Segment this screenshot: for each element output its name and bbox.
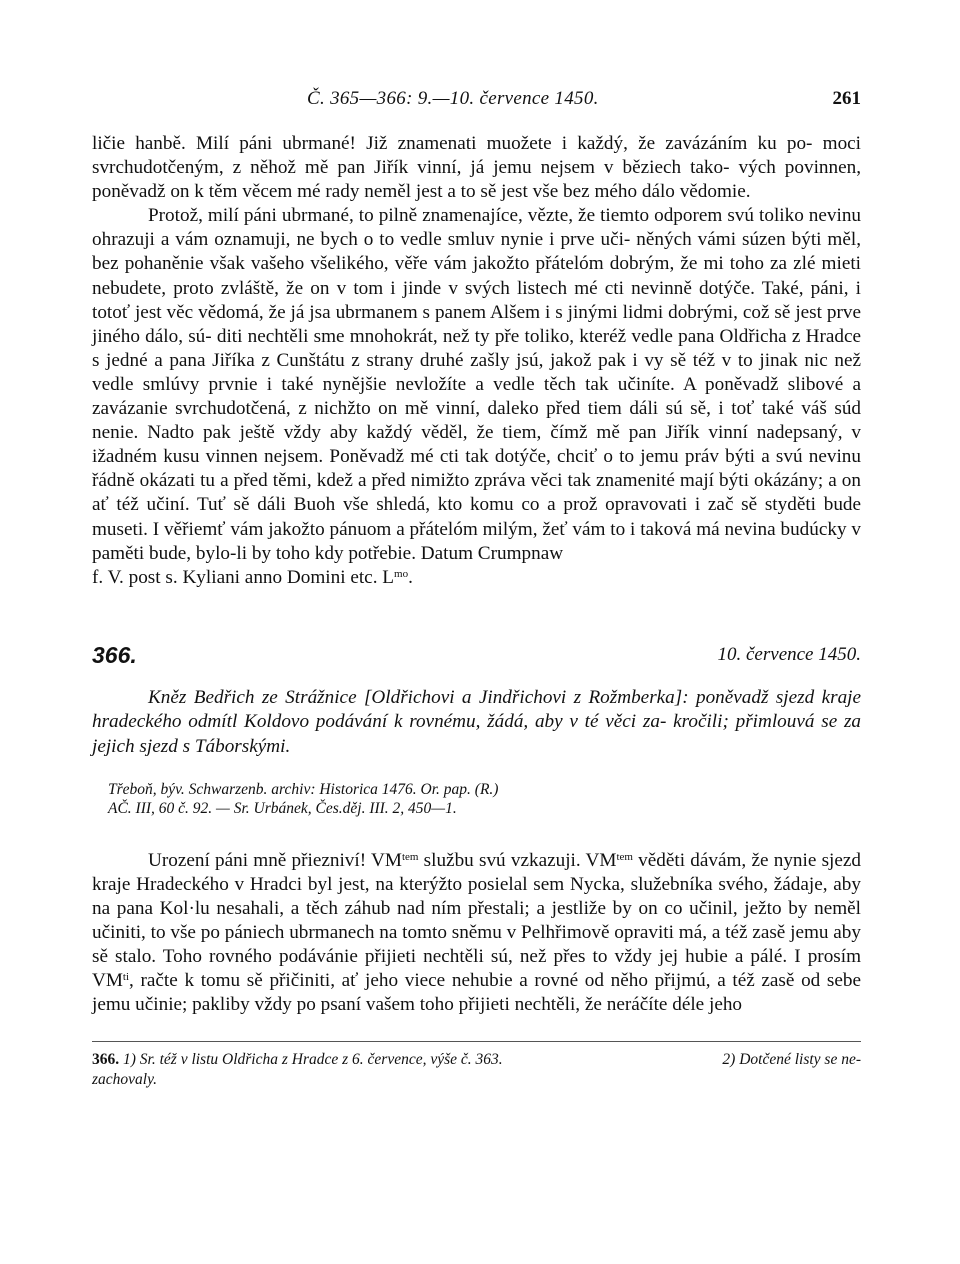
superscript: tem	[616, 850, 633, 863]
source-line: Třeboň, býv. Schwarzenb. archiv: Historica 1476. Or. pap. (R.)	[108, 780, 499, 798]
running-head	[92, 88, 861, 118]
text-line: učiní. Tuť sě dáli Buoh vše shledá, kto komu co a prož opravovati i zač sě styděti	[146, 494, 817, 516]
text-line: nynie sjezd kraje Hradeckého v Hradci byl jest, na kterýžto posielal sem Nycka,	[92, 849, 861, 895]
document-date: 10. července 1450.	[717, 643, 861, 665]
text-line: Protož, milí páni ubrmané, to pilně znamenajíce, vězte, že tiemto odporem svú	[148, 205, 754, 227]
footnote-rule	[92, 1041, 861, 1042]
footnotes	[92, 1050, 861, 1089]
page	[92, 88, 861, 1089]
text-line: mého dálo vědomie.	[594, 181, 751, 203]
text-line: jinak nic než vedle smlúvy prvnie i také nynějšie nevložíte a vedle těch tak učiníte.	[92, 349, 861, 395]
text-line: tiem, čímž mě pan Jiřík vinní nadepsaný, v ižadném kusu vinnen nejsem. Poněvadž	[92, 422, 861, 468]
previous-letter-text	[92, 132, 861, 590]
text-line: , račte	[129, 970, 178, 992]
superscript: mo	[394, 567, 409, 580]
text-line: a jestliže by on co učinil, ježto by neměl učiniti, to vše po pániech ubrmanech na	[92, 897, 861, 943]
text-line: toliko nevinu ohrazuji a vám oznamuji, ne bych o to vedle smluv nynie i prve uči-	[92, 205, 862, 251]
text-line: ličie hanbě. Milí páni ubrmané! Již znamenati muožete i každý, že zavázáním ku po-	[92, 133, 813, 154]
text-line: podávánie přijieti nechtěli sú, než přes to vždy jej hubie a pálé. I prosím VM	[92, 945, 862, 992]
text-line: tiem dáli sú sě, i toť také váš súd nenie. Nadto pak ještě vždy aby každý věděl, že	[92, 398, 862, 444]
text-line: v svých listech mé cti nevinně dotýče. Také, páni, i totoť jest věc vědomá, že já jsa	[92, 277, 861, 323]
text-line: moci svrchudotčeným, z něhož mě pan Jiřík vinní, já jemu nejsem v běziech tako-	[92, 133, 862, 179]
text-line: bude museti. I věřiemť vám jakožto pánuom a přátelóm milým, žeť vám to i taková	[92, 494, 862, 540]
paragraph-2	[92, 204, 861, 590]
text-line: Kněz Bedřich ze Strážnice [Oldřichovi a Jindřichovi z Rožmberka]: poněvadž	[148, 686, 769, 708]
text-line: službu svú vzkazuji. VM	[418, 849, 617, 871]
page-number: 261	[832, 88, 861, 109]
text-line: Urození páni mně přiezniví! VM	[148, 849, 402, 871]
text-line: sjezd kraje hradeckého odmítl Koldovo podávání k rovnému, žádá, aby v té věci za-	[92, 686, 862, 733]
text-line: tomto sněmu v Pelhřimově opraviti má, a též zasě jemu aby sě stalo. Toho rovného	[92, 921, 861, 967]
text-line: mé cti tak dotýče, chciť o to jemu práv býti a svú nevinu řádně okázati tu a před	[92, 446, 861, 492]
superscript: tem	[401, 850, 419, 863]
text-line: přátelóm dobrým, že mi toho za zlé mieti nebudete, proto zvláště, že on v tom i jinde	[92, 253, 861, 299]
text-line: kročili; přimlouvá se za jejich sjezd s Táborskými.	[92, 711, 862, 757]
text-line: ubrmanem s panem Alšem i s jinými lidmi dobrými, což sě jest prve jiného dálo, sú-	[92, 301, 861, 347]
text-line: jemu učinie; pakliby vždy po psaní vašem toho přijieti nechtěli, že neráčíte déle jeho	[92, 994, 743, 1016]
text-line: těmi, kdež a před nimižto zpráva věci tak znamenité mají býti okázány; a on ať též	[92, 470, 861, 516]
superscript: ti	[122, 971, 130, 984]
running-title: Č. 365—366: 9.—10. července 1450.	[307, 88, 599, 109]
document-number: 366.	[92, 641, 137, 668]
text-line: služebníka svého, žádaje, aby na pana Kol·lu nesahali, a těch záhub nad ním přestali;	[92, 873, 861, 919]
source-line: AČ. III, 60 č. 92. — Sr. Urbánek, Čes.děj. III. 2, 450—1.	[108, 800, 457, 818]
footnote-2-end: zachovaly.	[92, 1070, 157, 1088]
footnote-2-start: 2) Dotčené listy se ne-	[722, 1051, 861, 1069]
first-line	[148, 850, 768, 871]
letter-text	[92, 849, 861, 1018]
text-line: diti nechtěli sme mnohokrát, než ty pře toliko, kteréž vedle pana Oldřicha z Hradce	[216, 325, 861, 347]
text-line: A poněvadž slibové a zavázanie svrchudotčená, z nichžto on mě vinní, daleko před	[92, 373, 861, 420]
document-heading	[92, 642, 861, 672]
text-line: .	[408, 566, 413, 588]
text-line: f. V. post s. Kyliani anno Domini etc. L	[92, 566, 395, 588]
text-line: něných vámi súzen býti měl, bez pohaněnie však vašeho všelikého, věře vám jakožto	[92, 229, 862, 275]
regest	[92, 686, 861, 760]
footnote-number: 366.	[92, 1051, 120, 1069]
text-line: má nevina budúcky v paměti bude, bylo-li by toho kdy potřebie. Datum Crumpnaw	[92, 518, 861, 564]
text-line: s jedné a pana Jiříka z Cunštátu z strany druhé zašly jsú, jakož pak i vy sě též v to	[92, 349, 753, 371]
last-line	[92, 567, 413, 588]
sources	[92, 780, 861, 819]
letter-paragraph	[92, 849, 861, 1018]
footnote-1: 1) Sr. též v listu Oldřicha z Hradce z 6. července, výše č. 363.	[123, 1051, 503, 1069]
text-line: k tomu sě přičiniti, ať jeho viece nehubie a rovné od něho přijmú, a též zasě od sebe	[184, 970, 862, 992]
text-line: vých povinnen, poněvadž on k těm věcem mé rady neměl jest a to sě jest vše bez	[92, 157, 861, 203]
paragraph-1	[92, 132, 861, 204]
footnote-line-1	[92, 1050, 861, 1070]
text-line: věděti dávám, že	[632, 849, 769, 871]
